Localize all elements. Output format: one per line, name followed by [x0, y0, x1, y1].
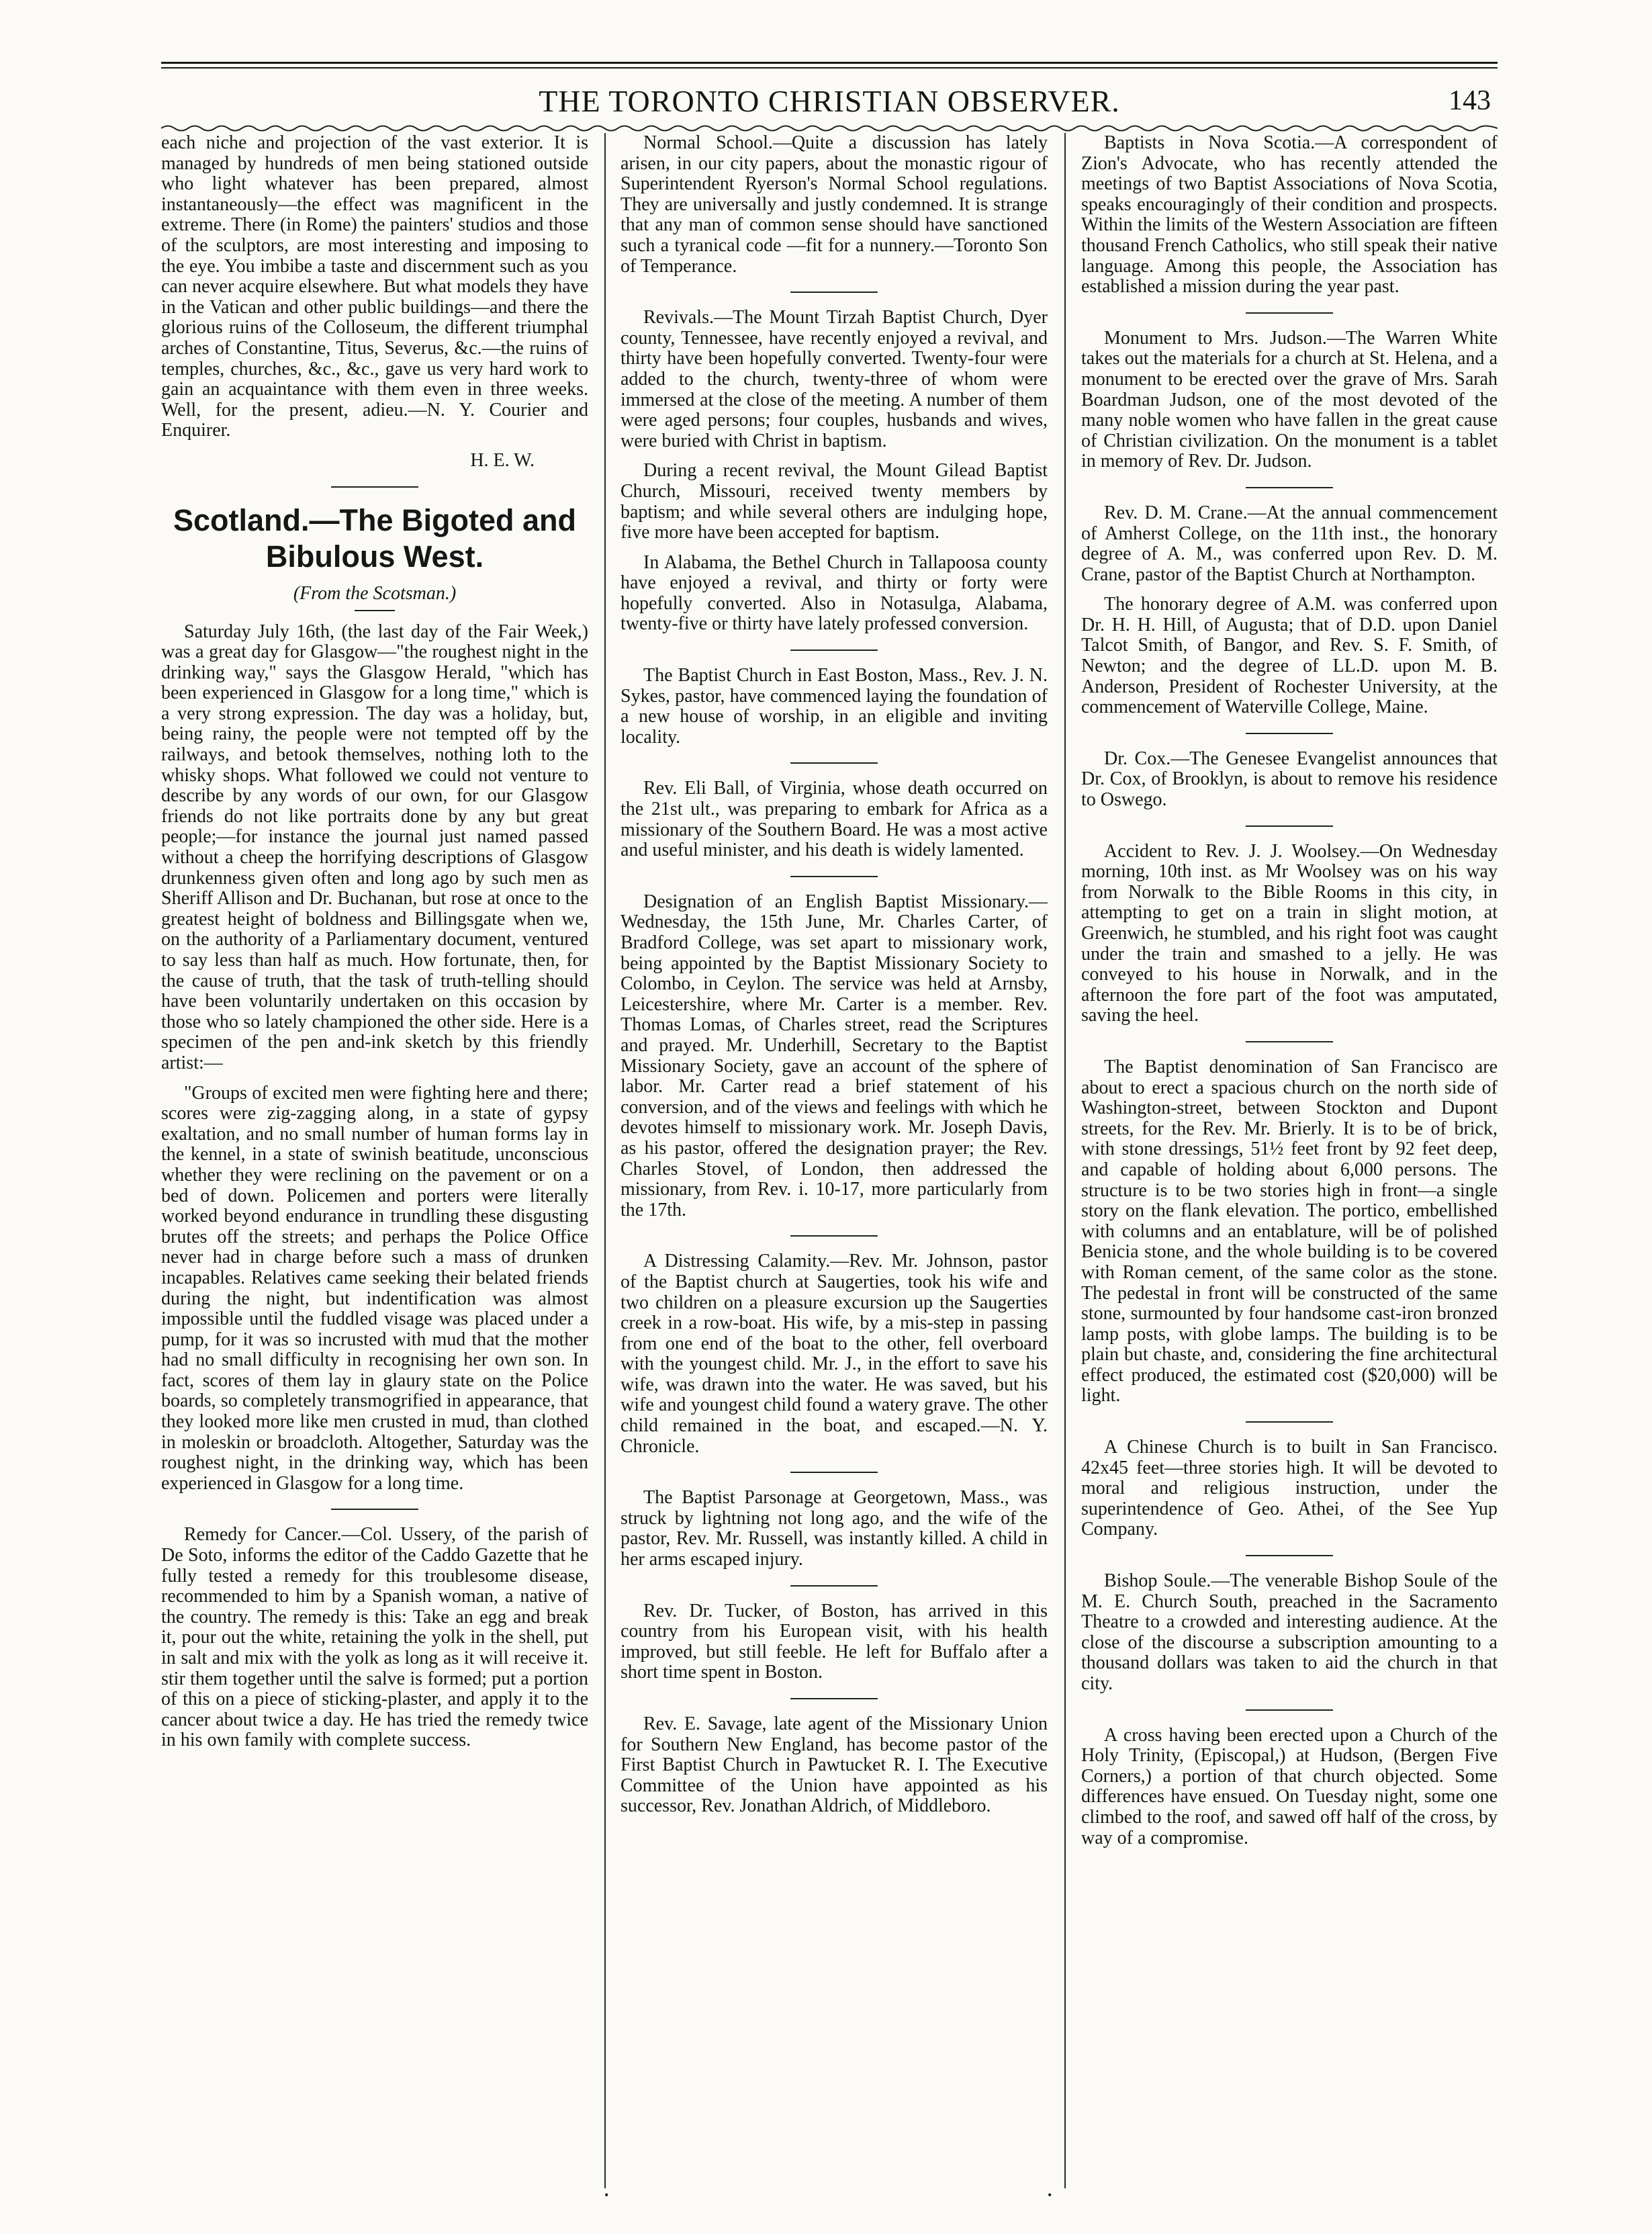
column-divider	[604, 133, 606, 2188]
separator	[1246, 1555, 1333, 1556]
dr-cox-item: Dr. Cox.—The Genesee Evangelist announces that Dr. Cox, of Brooklyn, is about to remove his residence to Oswego.	[1081, 748, 1498, 811]
article-columns	[161, 133, 1498, 2195]
crane-item: Rev. D. M. Crane.—At the annual commencement of Amherst College, on the 11th inst., the honorary degree of A. M., was conferred upon Rev. D. M. Crane, pastor of the Baptist Church at Northampton.	[1081, 502, 1498, 585]
column-right	[1081, 133, 1498, 2195]
woolsey-accident-item: Accident to Rev. J. J. Woolsey.—On Wednesday morning, 10th inst. as Mr Woolsey was on his way from Norwalk to the Bible Rooms in this city, in attempting to get on a train in slight motion, at Greenwich, he stumbled, and his right foot was caught under the train and smashed to a jelly. He was conveyed to his house in Norwalk, and in the afternoon the fore part of the foot was amputated, saving the heel.	[1081, 840, 1498, 1026]
separator	[790, 1472, 878, 1473]
separator	[790, 650, 878, 651]
chinese-church-item: A Chinese Church is to built in San Francisco. 42x45 feet—three stories high. It will be devoted to moral and religious instruction, under the superintendence of Geo. Athei, of the See Yup Company.	[1081, 1437, 1498, 1540]
separator	[790, 292, 878, 293]
separator	[1246, 312, 1333, 314]
running-title: THE TORONTO CHRISTIAN OBSERVER.	[539, 84, 1120, 118]
page-header	[161, 83, 1498, 126]
scotland-article-text: Saturday July 16th, (the last day of the Fair Week,) was a great day for Glasgow—"the roughest night in the drinking way," says the Glasgow Herald, "which has been experienced in Glasgow for a long time," which is a very strong expression. The day was a holiday, but, being rainy, the people were not tempted off by the railways, and betook themselves, nothing loth to the whisky shops. What followed we could not venture to describe by any words of our own, for our Glasgow friends do not like portraits done by any but great people;—for instance the journal just named passed without a cheep the horrifying descriptions of Glasgow drunkenness given often and long ago by such men as Sheriff Allison and Dr. Buchanan, but rose at once to the greatest height of boldness and Billingsgate when we, on the authority of a Parliamentary document, ventured to say less than half as much. How fortunate, then, for the cause of truth, that the task of truth-telling should have been voluntarily undertaken on this occasion by those who so lately championed the other side. Here is a specimen of the pen and-ink sketch by this friendly artist:—	[161, 621, 588, 1073]
separator	[1246, 733, 1333, 734]
header-wavy-rule	[161, 124, 1498, 133]
top-rule	[161, 62, 1498, 64]
separator	[331, 486, 418, 488]
revivals-item: Revivals.—The Mount Tirzah Baptist Church, Dyer county, Tennessee, have recently enjoyed a revival, and thirty have been hopefully converted. Twenty-four were added to the church, twenty-three of whom were immersed at the close of the meeting. A number of them were aged persons; four couples, husbands and wives, were buried with Christ in baptism.	[621, 307, 1048, 451]
cancer-remedy-item: Remedy for Cancer.—Col. Ussery, of the parish of De Soto, informs the editor of the Caddo Gazette that he fully tested a remedy for this troublesome disease, recommended to him by a Spanish woman, a native of the country. The remedy is this: Take an egg and break it, pour out the white, retaining the yolk in the shell, put in salt and mix with the yolk as long as it will receive it. stir them together until the salve is formed; put a portion of this on a piece of sticking-plaster, and apply it to the cancer about twice a day. He has tried the remedy twice in his own family with complete success.	[161, 1524, 588, 1751]
baptist-parsonage-item: The Baptist Parsonage at Georgetown, Mass., was struck by lightning not long ago, and the wife of the pastor, Rev. Mr. Russell, was instantly killed. A child in her arms escaped injury.	[621, 1487, 1048, 1570]
scotland-headline: Scotland.—The Bigoted and Bibulous West.	[173, 502, 576, 574]
column-middle	[621, 133, 1048, 2195]
scotland-source: (From the Scotsman.)	[293, 582, 457, 604]
separator	[1246, 1041, 1333, 1042]
mount-gilead-item: During a recent revival, the Mount Gilead Baptist Church, Missouri, received twenty members by baptism; and while several others are indulging hope, five more have been accepted for baptism.	[621, 460, 1048, 543]
separator	[1246, 1421, 1333, 1423]
eli-ball-item: Rev. Eli Ball, of Virginia, whose death occurred on the 21st ult., was preparing to embark for Africa as a missionary of the Southern Board. He was a most active and useful minister, and his death is widely lamented.	[621, 778, 1048, 861]
letter-signature: H. E. W.	[470, 449, 535, 471]
print-speck: •	[604, 2188, 609, 2202]
page-number: 143	[1449, 85, 1491, 116]
judson-monument-item: Monument to Mrs. Judson.—The Warren White takes out the materials for a church at St. Helena, and a monument to be erected over the grave of Mrs. Sarah Boardman Judson, one of the most devoted of the many noble women who have fallen in the great cause of Christian civilization. On the monument is a tablet in memory of Rev. Dr. Judson.	[1081, 327, 1498, 472]
separator	[790, 762, 878, 764]
bishop-soule-item: Bishop Soule.—The venerable Bishop Soule of the M. E. Church South, preached in the Sacramento Theatre to a crowded and interesting audience. At the close of the discourse a subscription amounting to a thousand dollars was taken to aid the church in that city.	[1081, 1570, 1498, 1694]
distressing-calamity-item: A Distressing Calamity.—Rev. Mr. Johnson, pastor of the Baptist church at Saugerties, took his wife and two children on a pleasure excursion up the Saugerties creek in a row-boat. His wife, by a mis-step in passing from one end of the boat to the other, fell overboard with the youngest child. Mr. J., in the effort to save his wife, was drawn into the water. He was saved, but his wife and youngest child found a watery grave. The other child remained in the boat, and escaped.—N. Y. Chronicle.	[621, 1251, 1048, 1457]
scotland-quote-text: "Groups of excited men were fighting here and there; scores were zig-zagging along, in a state of gypsy exaltation, and no small number of human forms lay in the kennel, in a state of swinish beatitude, unconscious whether they were reclining on the pavement or on a bed of down. Policemen and porters were literally worked beyond endurance in trundling these disgusting brutes off the streets; and perhaps the Police Office never had in charge before such a mass of drunken incapables. Relatives came seeking their belated friends during the night, but indentification was almost impossible until the fuddled visage was placed under a pump, for it was so incrusted with mud that the mother had no small difficulty in recognising her own son. In fact, scores of them lay in glaury state on the Police boards, so completely transmogrified in appearance, that they looked more like men crusted in mud, than clothed in moleskin or broadcloth. Altogether, Saturday was the roughest night, in the drinking way, which has been experienced in Glasgow for a long time.	[161, 1082, 588, 1494]
rome-letter-text: each niche and projection of the vast exterior. It is managed by hundreds of men being stationed outside who light whatever has been prepared, almost instantaneously—the effect was magnificent in the extreme. There (in Rome) the painters' studios and those of the sculptors, are most interesting and imposing to the eye. You imbibe a taste and discernment such as you can never acquire elsewhere. But what models they have in the Vatican and other public buildings—and there the glorious ruins of the Colloseum, the different triumphal arches of Constantine, Titus, Severus, &c.—the ruins of temples, churches, &c., &c., gave us very hard work to gain an acquaintance with them even in three weeks. Well, for the present, adieu.—N. Y. Courier and Enquirer.	[161, 133, 588, 441]
print-speck: •	[1048, 2188, 1052, 2202]
east-boston-item: The Baptist Church in East Boston, Mass., Rev. J. N. Sykes, pastor, have commenced laying the foundation of a new house of worship, in an eligible and inviting locality.	[621, 665, 1048, 748]
nova-scotia-item: Baptists in Nova Scotia.—A correspondent of Zion's Advocate, who has recently attended the meetings of two Baptist Associations of Nova Scotia, speaks encouragingly of their condition and prospects. Within the limits of the Western Association are fifteen thousand French Catholics, who still speak their native language. Among this people, the Association has established a mission during the year past.	[1081, 133, 1498, 298]
separator	[331, 1509, 418, 1510]
separator	[1246, 825, 1333, 827]
separator	[790, 876, 878, 877]
savage-item: Rev. E. Savage, late agent of the Missionary Union for Southern New England, has become pastor of the First Baptist Church in Pawtucket R. I. The Executive Committee of the Union have appointed as his successor, Rev. Jonathan Aldrich, of Middleboro.	[621, 1713, 1048, 1817]
column-left	[161, 133, 588, 2195]
separator	[355, 610, 395, 611]
column-divider	[1064, 133, 1066, 2188]
normal-school-item: Normal School.—Quite a discussion has lately arisen, in our city papers, about the monastic rigour of Superintendent Ryerson's Normal School regulations. They are universally and justly condemned. It is strange that any man of common sense should have sanctioned such a tyranical code —fit for a nunnery.—Toronto Son of Temperance.	[621, 133, 1048, 277]
honorary-degrees-item: The honorary degree of A.M. was conferred upon Dr. H. H. Hill, of Augusta; that of D.D. upon Daniel Talcot Smith, of Bangor, and Rev. S. F. Smith, of Newton; and the degree of LL.D. upon M. B. Anderson, President of Rochester University, at the commencement of Waterville College, Maine.	[1081, 594, 1498, 718]
san-francisco-church-item: The Baptist denomination of San Francisco are about to erect a spacious church on the north side of Washington-street, between Stockton and Dupont streets, for the Rev. Mr. Brierly. It is to be of brick, with stone dressings, 51½ feet front by 92 feet deep, and capable of holding about 6,000 persons. The structure is to be two stories high in front—a single story on the flank elevation. The portico, embellished with columns and an entablature, will be of polished Benicia stone, and the whole building is to be covered with Roman cement, of the same color as the stone. The pedestal in front will be constructed of the same stone, surmounted by four handsome cast-iron bronzed lamp posts, with globe lamps. The building is to be plain but chaste, and, considering the fine architectural effect produced, the estimated cost ($20,000) will be light.	[1081, 1056, 1498, 1406]
separator	[790, 1698, 878, 1699]
separator	[790, 1235, 878, 1237]
holy-trinity-cross-item: A cross having been erected upon a Church of the Holy Trinity, (Episcopal,) at Hudson, (Bergen Five Corners,) a portion of that church objected. Some differences have ensued. On Tuesday night, some one climbed to the roof, and sawed off half of the cross, by way of a compromise.	[1081, 1724, 1498, 1848]
alabama-item: In Alabama, the Bethel Church in Tallapoosa county have enjoyed a revival, and thirty or forty were hopefully converted. Also in Notasulga, Alabama, twenty-five or thirty have lately professed conversion.	[621, 551, 1048, 635]
separator	[1246, 487, 1333, 488]
dr-tucker-item: Rev. Dr. Tucker, of Boston, has arrived in this country from his European visit, with his health improved, but still feeble. He left for Buffalo after a short time spent in Boston.	[621, 1600, 1048, 1683]
top-rule-thin	[161, 67, 1498, 69]
separator	[1246, 1709, 1333, 1711]
designation-missionary-item: Designation of an English Baptist Missionary.—Wednesday, the 15th June, Mr. Charles Carter, of Bradford College, was set apart to missionary work, being appointed by the Baptist Missionary Society to Colombo, in Ceylon. The service was held at Arnsby, Leicestershire, where Mr. Carter is a member. Rev. Thomas Lomas, of Charles street, read the Scriptures and prayed. Mr. Underhill, Secretary to the Baptist Missionary Society, gave an account of the sphere of labor. Mr. Carter read a brief statement of his conversion, and of the views and feelings with which he devotes himself to missionary work. Mr. Joseph Davis, as his pastor, offered the designation prayer; the Rev. Charles Stovel, of London, then addressed the missionary, from Rev. i. 10-17, more particularly from the 17th.	[621, 891, 1048, 1220]
separator	[790, 1585, 878, 1587]
